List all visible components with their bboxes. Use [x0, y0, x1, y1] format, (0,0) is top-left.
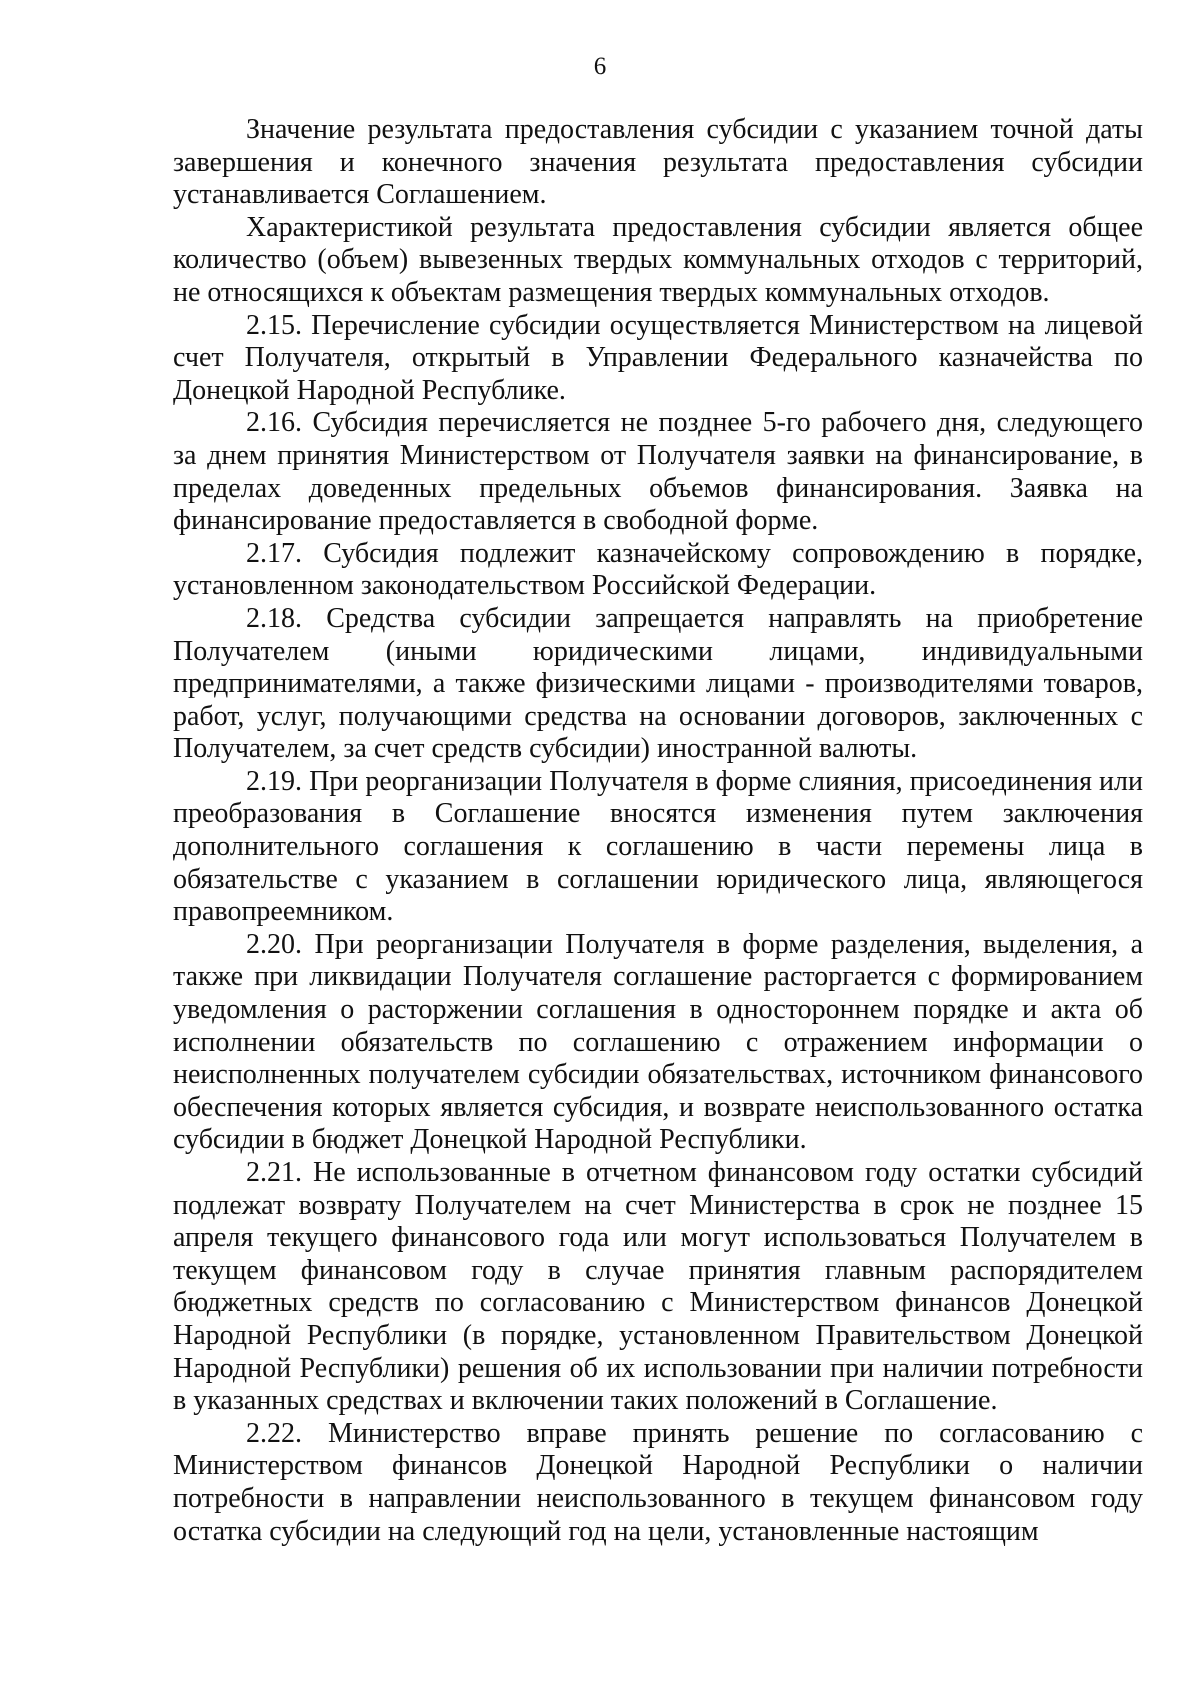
paragraph-text: Значение результата предоставления субсидии с указанием точной даты завершения и конечного значения результата предоставления субсидии устанавливается Соглашением. [173, 114, 1143, 211]
paragraph-result-value [173, 114, 1143, 212]
page-number: 6 [593, 53, 607, 80]
paragraph-text: Субсидия подлежит казначейскому сопровождению в порядке, установленном законодательством Российской Федерации. [173, 537, 1143, 602]
paragraph-text: Не использованные в отчетном финансовом году остатки субсидий подлежат возврату Получателем на счет Министерства в срок не позднее 15 апреля текущего финансового года или могут использоваться Получателем в текущем финансовом году в случае принятия главным распорядителем бюджетных средств по согласованию с Министерством финансов Донецкой Народной Республики (в порядке, установленном Правительством Донецкой Народной Республики) решения об их использовании при наличии потребности в указанных средствах и включении таких положений в Соглашение. [173, 1157, 1143, 1417]
document-body [173, 114, 1143, 1548]
paragraph-text: Характеристикой результата предоставления субсидии является общее количество (объем) вывезенных твердых коммунальных отходов с территорий, не относящихся к объектам размещения твердых коммунальных отходов. [173, 211, 1143, 308]
paragraph-2-21 [173, 1157, 1143, 1418]
clause-number: 2.20. [246, 928, 302, 960]
paragraph-text: Средства субсидии запрещается направлять на приобретение Получателем (иными юридическими лицами, индивидуальными предпринимателями, а также физическими лицами - производителями товаров, работ, услуг, получающими средства на основании договоров, заключенных с Получателем, за счет средств субсидии) иностранной валюты. [173, 602, 1143, 765]
paragraph-2-19 [173, 766, 1143, 929]
clause-number: 2.18. [246, 602, 302, 634]
clause-number: 2.19. [246, 765, 302, 797]
clause-number: 2.21. [246, 1157, 302, 1188]
clause-number: 2.15. [246, 309, 302, 341]
paragraph-2-17 [173, 538, 1143, 603]
paragraph-2-15 [173, 310, 1143, 408]
clause-number: 2.16. [246, 407, 302, 439]
paragraph-text: Министерство вправе принять решение по согласованию с Министерством финансов Донецкой Народной Республики о наличии потребности в направлении неиспользованного в текущем финансовом году остатка субсидии на следующий год на цели, установленные настоящим [173, 1417, 1143, 1547]
paragraph-2-22 [173, 1418, 1143, 1548]
clause-number: 2.22. [246, 1417, 302, 1449]
paragraph-2-20 [173, 929, 1143, 1157]
paragraph-text: Перечисление субсидии осуществляется Министерством на лицевой счет Получателя, открытый в Управлении Федерального казначейства по Донецкой Народной Республике. [173, 309, 1143, 406]
paragraph-text: При реорганизации Получателя в форме слияния, присоединения или преобразования в Соглашение вносятся изменения путем заключения дополнительного соглашения к соглашению в части перемены лица в обязательстве с указанием в соглашении юридического лица, являющегося правопреемником. [173, 765, 1143, 928]
paragraph-text: Субсидия перечисляется не позднее 5-го рабочего дня, следующего за днем принятия Министерством от Получателя заявки на финансирование, в пределах доведенных предельных объемов финансирования. Заявка на финансирование предоставляется в свободной форме. [173, 407, 1143, 537]
paragraph-2-18 [173, 603, 1143, 766]
paragraph-result-characteristic [173, 212, 1143, 310]
clause-number: 2.17. [246, 537, 302, 569]
paragraph-2-16 [173, 407, 1143, 537]
paragraph-text: При реорганизации Получателя в форме разделения, выделения, а также при ликвидации Получателя соглашение расторгается с формированием уведомления о расторжении соглашения в одностороннем порядке и акта об исполнении обязательств по соглашению с отражением информации о неисполненных получателем субсидии обязательствах, источником финансового обеспечения которых является субсидия, и возврате неиспользованного остатка субсидии в бюджет Донецкой Народной Республики. [173, 928, 1144, 1156]
